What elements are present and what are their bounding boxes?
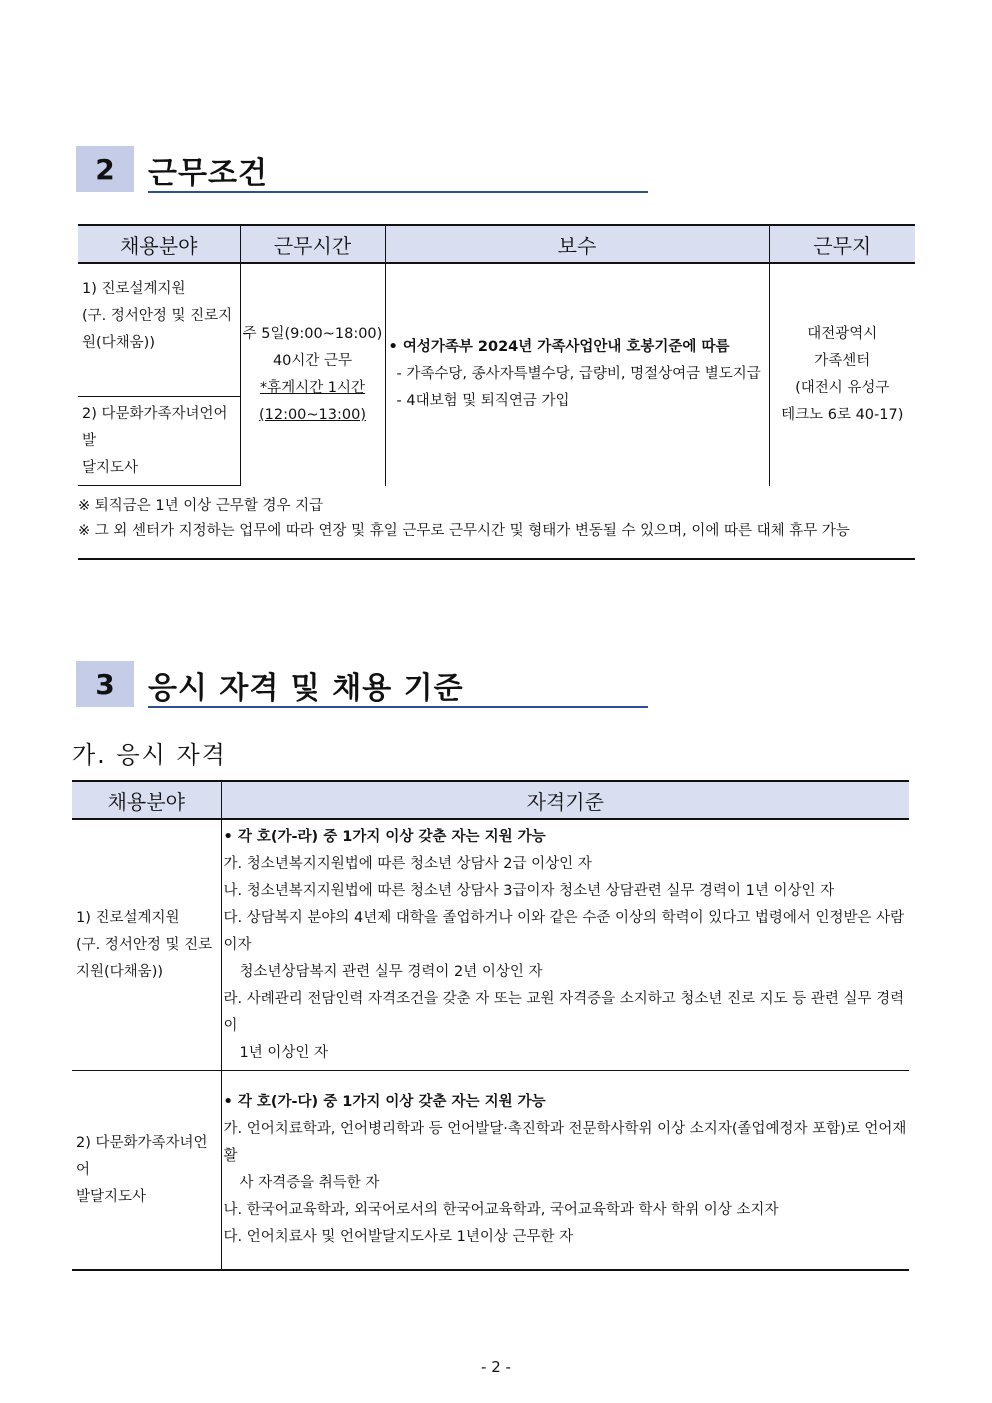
section-number: 3 xyxy=(76,661,134,707)
pay-allowances: - 가족수당, 종사자특별수당, 급량비, 명절상여금 별도지급 xyxy=(396,366,761,383)
hours-cell xyxy=(240,263,385,486)
table-row xyxy=(78,263,915,397)
page-number: - 2 - xyxy=(481,1358,511,1376)
qualification-table xyxy=(72,780,909,1271)
field-2-cell xyxy=(78,397,240,486)
field-1-line: 원(다채움)) xyxy=(82,335,155,351)
place-line: 가족센터 xyxy=(814,352,871,369)
header-place: 근무지 xyxy=(769,225,915,263)
criteria-item: 라. 사례관리 전담인력 자격조건을 갖춘 자 또는 교원 자격증을 소지하고 청소년 진로 지도 등 관련 실무 경력이 xyxy=(223,990,905,1034)
place-cell xyxy=(769,263,915,486)
section-title: 응시 자격 및 채용 기준 xyxy=(148,671,464,706)
note-overtime: ※ 그 외 센터가 지정하는 업무에 따라 연장 및 휴일 근무로 근무시간 및 형태가 변동될 수 있으며, 이에 따른 대체 휴무 가능 xyxy=(78,523,850,539)
section-underline xyxy=(148,706,648,708)
header-field: 채용분야 xyxy=(78,225,240,263)
place-line: 테크노 6로 40-17) xyxy=(781,406,904,423)
pay-cell xyxy=(385,263,769,486)
field-line: 발달지도사 xyxy=(76,1188,147,1205)
header-pay: 보수 xyxy=(385,225,769,263)
note-severance: ※ 퇴직금은 1년 이상 근무할 경우 지급 xyxy=(78,498,324,514)
field-1-line: (구. 정서안정 및 진로지 xyxy=(82,308,233,324)
criteria-item: 다. 언어치료사 및 언어발달지도사로 1년이상 근무한 자 xyxy=(223,1229,574,1245)
section-number: 2 xyxy=(76,146,134,192)
subsection-title: 가. 응시 자격 xyxy=(72,741,227,769)
criteria-1-cell xyxy=(221,819,909,1071)
criteria-item: 다. 상담복지 분야의 4년제 대학을 졸업하거나 이와 같은 수준 이상의 학력이 있다고 법령에서 인정받은 사람이자 xyxy=(223,909,905,953)
field-1-line: 1) 진로설계지원 xyxy=(82,281,186,297)
table-row xyxy=(72,1071,909,1271)
criteria-item: 가. 언어치료학과, 언어병리학과 등 언어발달·촉진학과 전문학사학위 이상 소지자(졸업예정자 포함)로 언어재활 xyxy=(223,1121,907,1164)
pay-standard: • 여성가족부 2024년 가족사업안내 호봉기준에 따름 xyxy=(388,339,730,356)
field-2-cell xyxy=(72,1071,221,1271)
field-2-line: 2) 다문화가족자녀언어발 xyxy=(82,405,228,449)
field-1-cell xyxy=(78,263,240,397)
criteria-item-continued: 1년 이상인 자 xyxy=(239,1044,328,1061)
criteria-item-continued: 사 자격증을 취득한 자 xyxy=(239,1175,380,1191)
table-header-row xyxy=(72,781,909,819)
field-line: 1) 진로설계지원 xyxy=(76,909,180,926)
field-line: (구. 정서안정 및 진로 xyxy=(76,936,213,953)
break-time-label: *휴게시간 1시간 xyxy=(259,379,366,396)
header-hours: 근무시간 xyxy=(240,225,385,263)
criteria-item: 나. 한국어교육학과, 외국어로서의 한국어교육학과, 국어교육학과 학사 학위 이상 소지자 xyxy=(223,1202,779,1218)
hours-line: 40시간 근무 xyxy=(272,352,353,369)
section-title: 근무조건 xyxy=(148,156,268,191)
criteria-2-cell xyxy=(221,1071,909,1271)
section-underline xyxy=(148,191,648,193)
notes xyxy=(78,494,915,544)
criteria-item: 가. 청소년복지지원법에 따른 청소년 상담사 2급 이상인 자 xyxy=(223,855,592,872)
notes-divider xyxy=(78,558,915,560)
break-time-range: (12:00~13:00) xyxy=(258,406,367,423)
criteria-item-continued: 청소년상담복지 관련 실무 경력이 2년 이상인 자 xyxy=(239,963,543,980)
criteria-lead: • 각 호(가-다) 중 1가지 이상 갖춘 자는 지원 가능 xyxy=(223,1094,546,1110)
pay-insurance: - 4대보험 및 퇴직연금 가입 xyxy=(396,393,570,410)
work-conditions-table xyxy=(78,224,915,486)
field-2-line: 달지도사 xyxy=(82,459,139,476)
place-line: 대전광역시 xyxy=(807,325,878,342)
criteria-item: 나. 청소년복지지원법에 따른 청소년 상담사 3급이자 청소년 상담관련 실무 경력이 1년 이상인 자 xyxy=(223,882,835,899)
table-header-row xyxy=(78,225,915,263)
place-line: (대전시 유성구 xyxy=(795,379,890,396)
header-field: 채용분야 xyxy=(72,781,221,819)
table-row xyxy=(72,819,909,1071)
header-criteria: 자격기준 xyxy=(221,781,909,819)
field-line: 2) 다문화가족자녀언어 xyxy=(76,1134,208,1178)
field-1-cell xyxy=(72,819,221,1071)
field-line: 지원(다채움)) xyxy=(76,963,164,980)
criteria-lead: • 각 호(가-라) 중 1가지 이상 갖춘 자는 지원 가능 xyxy=(223,828,546,845)
hours-line: 주 5일(9:00~18:00) xyxy=(242,325,383,342)
